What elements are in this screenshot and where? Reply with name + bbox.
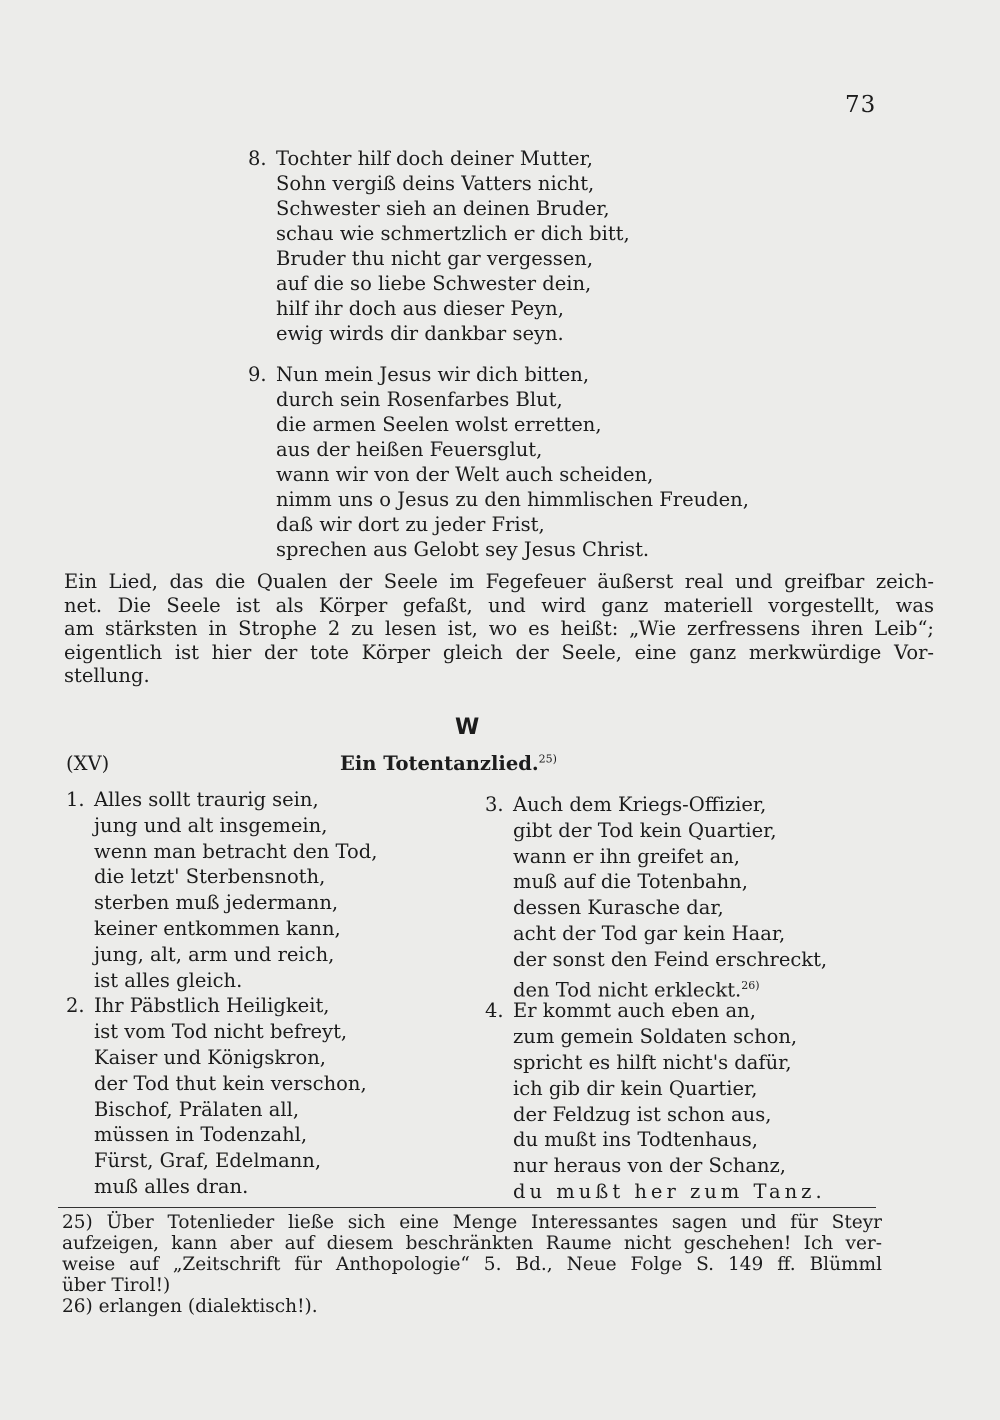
verse-line — [66, 864, 377, 890]
verse-line — [248, 362, 749, 387]
verse-line — [485, 1153, 827, 1179]
verse-text: dessen Kurasche dar, — [513, 896, 724, 920]
page-number: 73 — [845, 92, 877, 118]
verse-line — [485, 1024, 827, 1050]
verse-line — [248, 171, 630, 196]
section-letter: W — [455, 715, 480, 740]
verse-text: aus der heißen Feuersglut, — [276, 438, 543, 461]
verse-line — [485, 1102, 827, 1128]
verse-text: Ihr Päbstlich Heiligkeit, — [94, 994, 330, 1018]
verse-line — [248, 487, 749, 512]
verse-line — [66, 968, 377, 994]
stanza-number: 1. — [66, 788, 85, 811]
verse-line — [66, 1019, 377, 1045]
verse-line — [248, 146, 630, 171]
verse-text: Kaiser und Königskron, — [94, 1045, 327, 1069]
stanza-8 — [248, 146, 630, 346]
verse-line — [66, 1174, 377, 1200]
song-title-text: Ein Totentanzlied. — [340, 752, 539, 775]
verse-text: ich gib dir kein Quartier, — [513, 1076, 758, 1100]
verse-text: jung und alt insgemein, — [94, 813, 328, 837]
verse-text: der Tod thut kein verschon, — [94, 1071, 367, 1095]
verse-line — [248, 437, 749, 462]
verse-text: Auch dem Kriegs-Offizier, — [513, 793, 767, 816]
verse-text: Er kommt auch eben an, — [513, 999, 756, 1023]
verse-text: jung, alt, arm und reich, — [94, 942, 335, 966]
verse-text: Bischof, Prälaten all, — [94, 1097, 300, 1121]
verse-text: gibt der Tod kein Quartier, — [513, 818, 777, 842]
footnote-25-line: 25) Über Totenlieder ließe sich eine Menge Interessantes sagen und für Steyr — [62, 1212, 882, 1233]
verse-line — [66, 1122, 377, 1148]
commentary-line: eigentlich ist hier der tote Körper gleich der Seele, eine ganz merkwürdige Vor- — [64, 640, 934, 664]
verse-text: Alles sollt traurig sein, — [94, 788, 319, 811]
verse-text: müssen in Todenzahl, — [94, 1123, 308, 1147]
verse-text: wann er ihn greifet an, — [513, 844, 741, 868]
verse-line — [248, 321, 630, 346]
song-footnote-ref: 25) — [538, 752, 557, 766]
verse-text: durch sein Rosenfarbes Blut, — [276, 388, 563, 411]
verse-line — [248, 271, 630, 296]
verse-line — [248, 537, 749, 562]
stanza-number: 4. — [485, 999, 504, 1023]
verse-line — [248, 462, 749, 487]
verse-text: nur heraus von der Schanz, — [513, 1154, 786, 1178]
verse-text: nimm uns o Jesus zu den himmlischen Freuden, — [276, 488, 749, 511]
footnote-26: 26) erlangen (dialektisch!). — [62, 1296, 318, 1317]
verse-line — [66, 787, 377, 813]
verse-line — [66, 916, 377, 942]
stanza-number: 2. — [66, 994, 85, 1018]
verse-line — [485, 1127, 827, 1153]
verse-text: ist alles gleich. — [94, 968, 243, 992]
commentary-line: Ein Lied, das die Qualen der Seele im Fegefeuer äußerst real und greifbar zeich- — [64, 570, 934, 593]
verse-text: ewig wirds dir dankbar seyn. — [276, 322, 564, 345]
commentary-line: am stärksten in Strophe 2 zu lesen ist, wo es heißt: „Wie zerfressens ihren Leib“; — [64, 617, 934, 640]
verse-text: sterben muß jedermann, — [94, 891, 339, 915]
footnote-25-line: weise auf „Zeitschrift für Anthopologie“ 5. Bd., Neue Folge S. 149 ff. Blümml — [62, 1254, 882, 1275]
verse-line — [248, 246, 630, 271]
commentary-line: net. Die Seele ist als Körper gefaßt, und wird ganz materiell vorgestellt, was — [64, 593, 934, 617]
verse-line — [485, 947, 827, 973]
verse-text: der Feldzug ist schon aus, — [513, 1102, 772, 1126]
verse-text: du mußt ins Todtenhaus, — [513, 1128, 758, 1152]
verse-line — [485, 844, 827, 870]
verse-text: daß wir dort zu jeder Frist, — [276, 513, 545, 536]
verse-line — [485, 1179, 827, 1205]
verse-line — [66, 993, 377, 1019]
verse-line — [485, 1076, 827, 1102]
verse-line — [485, 921, 827, 947]
verse-text: sprechen aus Gelobt sey Jesus Christ. — [276, 538, 650, 561]
verse-line — [66, 942, 377, 968]
verse-line — [485, 895, 827, 921]
verse-text: auf die so liebe Schwester dein, — [276, 272, 592, 295]
verse-text: hilf ihr doch aus dieser Peyn, — [276, 297, 564, 320]
verse-text: acht der Tod gar kein Haar, — [513, 921, 786, 945]
verse-line — [66, 839, 377, 865]
verse-line — [66, 890, 377, 916]
verse-text: Nun mein Jesus wir dich bitten, — [276, 363, 590, 386]
song-number: (XV) — [66, 752, 110, 775]
verse-text: spricht es hilft nicht's dafür, — [513, 1050, 792, 1074]
verse-text: keiner entkommen kann, — [94, 916, 341, 940]
footnote-rule — [58, 1207, 876, 1208]
verse-line — [485, 869, 827, 895]
verse-line — [485, 818, 827, 844]
verse-line — [485, 998, 827, 1024]
verse-line — [248, 412, 749, 437]
verse-text: Schwester sieh an deinen Bruder, — [276, 197, 610, 220]
verse-line — [66, 1148, 377, 1174]
footnote-25-line: aufzeigen, kann aber auf diesem beschränkten Raume nicht geschehen! Ich ver- — [62, 1233, 882, 1254]
verse-line — [248, 512, 749, 537]
footnote-25-line: über Tirol!) — [62, 1275, 171, 1296]
verse-line — [248, 296, 630, 321]
verse-text: ist vom Tod nicht befreyt, — [94, 1020, 348, 1044]
footnote-ref: 26) — [741, 978, 760, 992]
verse-line — [66, 1071, 377, 1097]
verse-text: wann wir von der Welt auch scheiden, — [276, 463, 654, 486]
verse-line — [66, 1097, 377, 1123]
commentary-line: stellung. — [64, 664, 150, 687]
verse-line — [248, 196, 630, 221]
verse-text: den Tod nicht erkleckt. — [513, 978, 742, 1002]
verse-text: schau wie schmertzlich er dich bitt, — [276, 222, 630, 245]
song-right-column — [485, 792, 827, 1205]
verse-line — [66, 1045, 377, 1071]
stanza-9 — [248, 362, 749, 562]
verse-text: du mußt her zum Tanz. — [513, 1179, 826, 1203]
stanza-number: 9. — [248, 363, 267, 386]
verse-line — [485, 792, 827, 818]
verse-text: Sohn vergiß deins Vatters nicht, — [276, 172, 595, 195]
song-title — [340, 752, 557, 775]
verse-text: Fürst, Graf, Edelmann, — [94, 1149, 322, 1173]
stanza-number: 3. — [485, 793, 504, 816]
verse-line — [248, 221, 630, 246]
verse-text: der sonst den Feind erschreckt, — [513, 947, 828, 971]
verse-text: die letzt' Sterbensnoth, — [94, 865, 326, 889]
verse-text: muß auf die Totenbahn, — [513, 870, 748, 894]
verse-text: muß alles dran. — [94, 1174, 249, 1198]
verse-line — [485, 973, 827, 1002]
verse-line — [66, 813, 377, 839]
song-left-column — [66, 787, 377, 1200]
stanza-number: 8. — [248, 147, 267, 170]
commentary-paragraph — [64, 570, 934, 688]
verse-text: wenn man betracht den Tod, — [94, 839, 378, 863]
verse-text: Tochter hilf doch deiner Mutter, — [276, 147, 593, 170]
verse-text: die armen Seelen wolst erretten, — [276, 413, 602, 436]
verse-line — [248, 387, 749, 412]
footnotes — [62, 1212, 882, 1317]
verse-line — [485, 1050, 827, 1076]
verse-text: zum gemein Soldaten schon, — [513, 1025, 798, 1049]
verse-text: Bruder thu nicht gar vergessen, — [276, 247, 594, 270]
